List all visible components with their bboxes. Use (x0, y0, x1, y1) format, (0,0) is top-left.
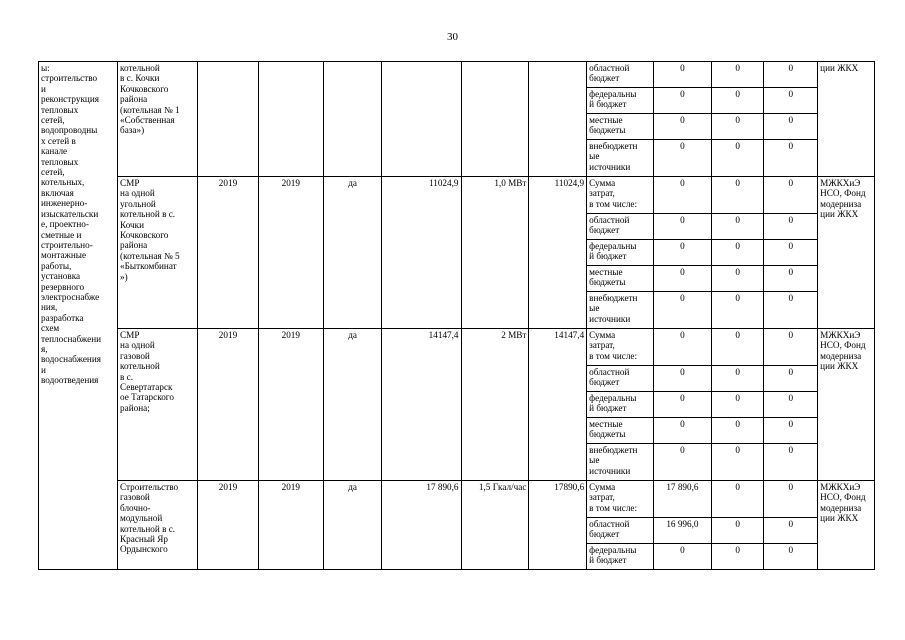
funding-source: Сумма затрат, в том числе: (587, 329, 654, 366)
value-year-2: 0 (711, 366, 764, 392)
capacity (461, 62, 529, 177)
table-row (39, 481, 875, 518)
object-name: СМР на одной угольной котельной в с. Кочки Кочковского района (котельная № 5 «Быткомбинат ») (118, 177, 198, 329)
table-row (39, 329, 875, 366)
funding-source: областной бюджет (587, 62, 654, 88)
value-year-1: 16 996,0 (654, 518, 712, 544)
funding-source: Сумма затрат, в том числе: (587, 481, 654, 518)
value-year-2: 0 (711, 329, 764, 366)
value-year-1: 0 (654, 444, 712, 481)
funding-source: местные бюджеты (587, 418, 654, 444)
funding-source: местные бюджеты (587, 114, 654, 140)
funding-source: внебюджетн ые источники (587, 292, 654, 329)
value-year-1: 0 (654, 418, 712, 444)
program-table (38, 61, 875, 570)
table-row (39, 177, 875, 214)
value-year-1: 0 (654, 392, 712, 418)
value-year-1: 0 (654, 88, 712, 114)
value-year-3: 0 (764, 62, 818, 88)
end-year: 2019 (258, 329, 323, 481)
value-year-2: 0 (711, 177, 764, 214)
value-year-2: 0 (711, 481, 764, 518)
value-year-3: 0 (764, 544, 818, 570)
total-cost: 17890,6 (529, 481, 587, 570)
funding-source: областной бюджет (587, 366, 654, 392)
responsible-executor: МЖКХиЭ НСО, Фонд модерниза ции ЖКХ (818, 481, 875, 570)
value-year-3: 0 (764, 392, 818, 418)
value-year-2: 0 (711, 544, 764, 570)
object-name: СМР на одной газовой котельной в с. Севертатарск ое Татарского района; (118, 329, 198, 481)
funding-source: областной бюджет (587, 518, 654, 544)
value-year-3: 0 (764, 214, 818, 240)
capacity: 2 МВт (461, 329, 529, 481)
value-year-2: 0 (711, 240, 764, 266)
value-year-2: 0 (711, 114, 764, 140)
value-year-2: 0 (711, 392, 764, 418)
value-year-3: 0 (764, 177, 818, 214)
total-cost: 14147,4 (529, 329, 587, 481)
object-name: Строительство газовой блочно- модульной котельной в с. Красный Яр Ордынского (118, 481, 198, 570)
funding-source: федеральны й бюджет (587, 544, 654, 570)
value-year-3: 0 (764, 418, 818, 444)
capacity: 1,0 МВт (461, 177, 529, 329)
page-number: 30 (447, 31, 458, 43)
value-year-1: 0 (654, 366, 712, 392)
value-year-1: 0 (654, 114, 712, 140)
responsible-executor: МЖКХиЭ НСО, Фонд модерниза ции ЖКХ (818, 177, 875, 329)
value-year-2: 0 (711, 266, 764, 292)
capacity: 1,5 Гкал/час (461, 481, 529, 570)
design-flag (323, 62, 382, 177)
funding-source: федеральны й бюджет (587, 392, 654, 418)
design-flag: да (323, 177, 382, 329)
value-year-3: 0 (764, 366, 818, 392)
value-year-1: 0 (654, 292, 712, 329)
responsible-executor: ции ЖКХ (818, 62, 875, 177)
start-year: 2019 (198, 177, 259, 329)
total-cost: 11024,9 (529, 177, 587, 329)
total-cost (529, 62, 587, 177)
design-flag: да (323, 329, 382, 481)
start-year: 2019 (198, 329, 259, 481)
value-year-1: 0 (654, 329, 712, 366)
design-flag: да (323, 481, 382, 570)
value-year-1: 0 (654, 240, 712, 266)
end-year (258, 62, 323, 177)
estimated-cost: 11024,9 (382, 177, 461, 329)
funding-source: областной бюджет (587, 214, 654, 240)
funding-source: внебюджетн ые источники (587, 444, 654, 481)
value-year-3: 0 (764, 140, 818, 177)
value-year-3: 0 (764, 444, 818, 481)
estimated-cost: 14147,4 (382, 329, 461, 481)
value-year-3: 0 (764, 114, 818, 140)
value-year-1: 0 (654, 214, 712, 240)
value-year-3: 0 (764, 292, 818, 329)
end-year: 2019 (258, 481, 323, 570)
funding-source: местные бюджеты (587, 266, 654, 292)
start-year (198, 62, 259, 177)
value-year-3: 0 (764, 329, 818, 366)
value-year-1: 0 (654, 266, 712, 292)
value-year-2: 0 (711, 518, 764, 544)
end-year: 2019 (258, 177, 323, 329)
value-year-2: 0 (711, 418, 764, 444)
value-year-1: 0 (654, 544, 712, 570)
value-year-1: 17 890,6 (654, 481, 712, 518)
value-year-2: 0 (711, 292, 764, 329)
funding-source: федеральны й бюджет (587, 240, 654, 266)
value-year-1: 0 (654, 62, 712, 88)
value-year-1: 0 (654, 140, 712, 177)
funding-source: внебюджетн ые источники (587, 140, 654, 177)
value-year-3: 0 (764, 518, 818, 544)
start-year: 2019 (198, 481, 259, 570)
estimated-cost (382, 62, 461, 177)
funding-source: федеральны й бюджет (587, 88, 654, 114)
value-year-3: 0 (764, 88, 818, 114)
value-year-2: 0 (711, 444, 764, 481)
value-year-2: 0 (711, 88, 764, 114)
value-year-2: 0 (711, 214, 764, 240)
value-year-1: 0 (654, 177, 712, 214)
value-year-2: 0 (711, 62, 764, 88)
estimated-cost: 17 890,6 (382, 481, 461, 570)
value-year-3: 0 (764, 266, 818, 292)
measure-description: ы: строительство и реконструкция тепловых сетей, водопроводны х сетей в канале тепловых сетей, котельных, включая инженерно- изыскательски е, проектно- сметные и строительно- монтажные работы, установка резервного электроснабже ния, разработка схем теплоснабжени я, водоснабжения и водоотведения (39, 62, 118, 570)
table-row (39, 62, 875, 88)
responsible-executor: МЖКХиЭ НСО, Фонд модерниза ции ЖКХ (818, 329, 875, 481)
value-year-2: 0 (711, 140, 764, 177)
value-year-3: 0 (764, 481, 818, 518)
object-name: котельной в с. Кочки Кочковского района (котельная № 1 «Собственная база») (118, 62, 198, 177)
table-body (39, 62, 875, 570)
value-year-3: 0 (764, 240, 818, 266)
funding-source: Сумма затрат, в том числе: (587, 177, 654, 214)
